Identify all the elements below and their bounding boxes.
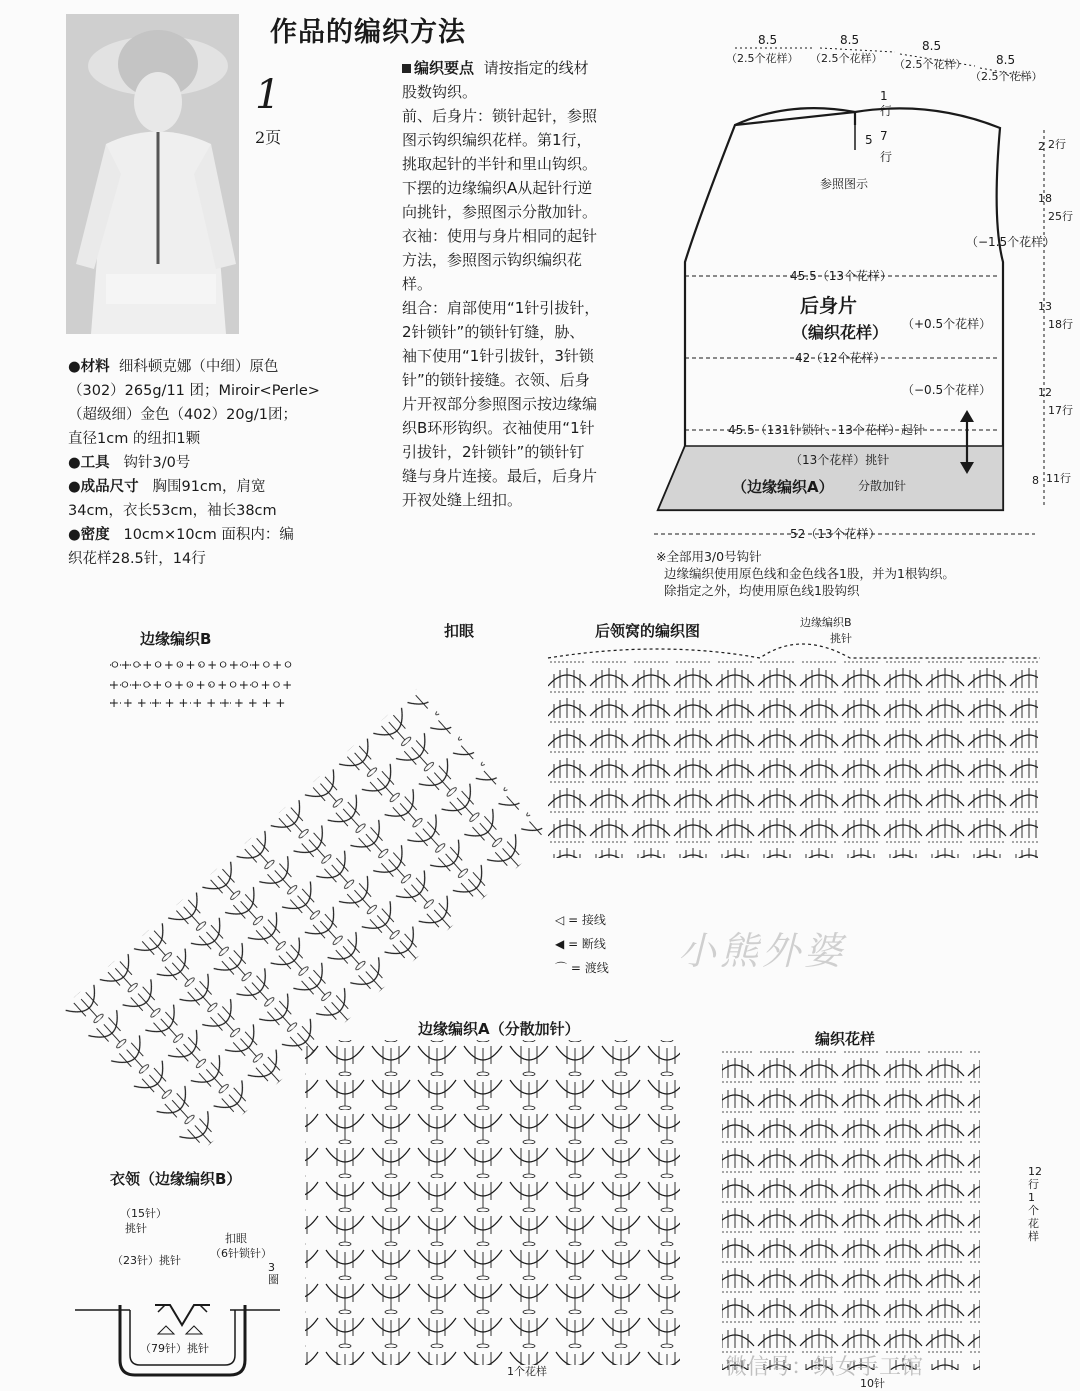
legend-carry: = 渡线	[570, 961, 609, 975]
neck-pick-2: 挑针	[830, 632, 852, 645]
points-line: 开衩处缝上纽扣。	[402, 491, 523, 509]
right-dim-3: 13	[1038, 300, 1052, 313]
wechat-watermark: 微信号：织女手工馆	[725, 1355, 924, 1380]
top-stitch-4: （2.5个花样）	[970, 70, 1043, 83]
points-line: 方法，参照图示钩织编织花	[402, 251, 583, 269]
points-line: 片开衩部分参照图示按边缘编	[402, 395, 598, 413]
points-line: 前、后身片：锁针起针，参照	[402, 107, 598, 125]
side-dec: （−1.5个花样）	[966, 235, 1056, 249]
band-name: （边缘编织A）	[732, 478, 834, 496]
join-yarn-icon: ◁	[555, 913, 565, 927]
neck-pick-label: 边缘编织B	[800, 616, 852, 629]
page-reference: 2页	[255, 128, 282, 147]
right-rows-1: 2行	[1048, 138, 1066, 151]
neck-back-title: 后领窝的编织图	[595, 622, 701, 640]
legend-join: = 接线	[568, 913, 606, 927]
slit-7-row: 行	[880, 150, 893, 164]
points-heading-tail: 请按指定的线材	[483, 59, 589, 77]
top-stitch-2: （2.5个花样）	[810, 52, 883, 65]
slit-1: 1	[880, 89, 888, 103]
page-title: 作品的编织方法	[270, 17, 466, 48]
points-line: 样。	[402, 275, 433, 293]
right-dim-5: 8	[1032, 474, 1039, 487]
tool-value: 钩针3/0号	[123, 455, 191, 471]
right-dim-4: 12	[1038, 386, 1052, 399]
points-line: 图示钩织编织花样。第1行，	[402, 131, 592, 149]
top-stitch-3: （2.5个花样）	[894, 58, 967, 71]
row-repeat: 12行1个花样	[1028, 1165, 1042, 1243]
density-line-2: 织花样28.5针，14行	[68, 551, 206, 567]
svg-text:+ + + + + + + + + + + + +: + + + + + + + + + + + + +	[109, 696, 286, 710]
collar-title: 衣领（边缘编织B）	[110, 1170, 242, 1188]
top-width-1: 8.5	[758, 33, 778, 47]
back-body-schematic	[640, 30, 1080, 550]
width-upper: 45.5（13个花样）	[790, 269, 892, 283]
collar-3: 3圈	[268, 1261, 279, 1286]
edge-b-title: 边缘编织B	[140, 630, 212, 648]
increase-note: （+0.5个花样）	[902, 317, 992, 331]
ten-stitches: 10针	[860, 1377, 885, 1390]
carry-yarn-icon: ⌒	[555, 961, 568, 975]
points-line: 2针锁针”的锁针钉缝，胁、	[402, 323, 585, 341]
points-line: 织B环形钩织。衣袖使用“1针	[402, 419, 595, 437]
points-line: 挑取起针的半针和里山钩织。	[402, 155, 598, 173]
size-line-2: 34cm，衣长53cm，袖长38cm	[68, 503, 277, 519]
legend-cut: = 断线	[568, 937, 606, 951]
piece-pattern: （编织花样）	[792, 323, 889, 342]
top-width-4: 8.5	[996, 53, 1016, 67]
points-line: 组合：肩部使用“1针引拔针，	[402, 299, 600, 317]
materials-line-3: （超级细）金色（402）20g/1团；	[68, 407, 297, 423]
top-width-3: 8.5	[922, 39, 942, 53]
cut-yarn-icon: ◀	[555, 937, 565, 951]
svg-text:ㅇ+ㅇ+ㅇ+ㅇ+ㅇ+ㅇ+ㅇ+ㅇ+ㅇ: ㅇ+ㅇ+ㅇ+ㅇ+ㅇ+ㅇ+ㅇ+ㅇ+ㅇ	[109, 658, 294, 672]
slit-5: 5	[865, 133, 873, 147]
width-waist: 42（12个花样）	[795, 351, 886, 365]
points-line: 股数钩织。	[402, 83, 478, 101]
top-stitch-1: （2.5个花样）	[726, 52, 799, 65]
note-3: 除指定之外，均使用原色线1股钩织	[664, 583, 860, 598]
top-width-2: 8.5	[840, 33, 860, 47]
note-1: ※全部用3/0号钩针	[656, 549, 762, 564]
right-rows-4: 17行	[1048, 404, 1073, 417]
collar-23: （23针）挑针	[112, 1254, 181, 1267]
crochet-charts	[0, 600, 1080, 1391]
materials-line-2: （302）265g/11 团；Miroir<Perle>	[68, 383, 320, 399]
bottom-width: 52（13个花样）	[790, 527, 881, 541]
svg-text:+ㅇ+ㅇ+ㅇ+ㅇ+ㅇ+ㅇ+ㅇ+ㅇ+: +ㅇ+ㅇ+ㅇ+ㅇ+ㅇ+ㅇ+ㅇ+ㅇ+	[109, 678, 293, 692]
points-line: 下摆的边缘编织A从起针行逆	[402, 179, 593, 197]
materials-line-4: 直径1cm 的纽扣1颗	[68, 431, 201, 447]
right-dim-1: 2	[1038, 140, 1045, 153]
points-line: 向挑针，参照图示分散加针。	[402, 203, 598, 221]
size-line-1: 胸围91cm，肩宽	[152, 479, 266, 495]
right-dim-2: 18	[1038, 192, 1052, 205]
buttonhole-label: 扣眼	[444, 622, 475, 640]
right-rows-5: 11行	[1046, 472, 1071, 485]
points-line: 针”的锁针接缝。衣领、后身	[402, 371, 590, 389]
points-line: 衣袖：使用与身片相同的起针	[402, 227, 598, 245]
points-heading: 编织要点	[414, 59, 475, 77]
band-inc: 分散加针	[858, 479, 907, 493]
tool-label: 工具	[80, 455, 110, 471]
right-rows-2: 25行	[1048, 210, 1073, 223]
materials-block: ●材料 细科顿克娜（中细）原色 （302）265g/11 团；Miroir<Perle> （超级细）金色（402）20g/1团； 直径1cm 的纽扣1颗 ●工具 钩针3/0号 ●成品尺寸 胸围91cm，肩宽 34cm，衣长53cm，袖长38cm ●密度 10cm×10cm 面积内：编 织花样28.5针，14行	[68, 355, 358, 571]
knitting-points	[402, 56, 642, 512]
materials-line-1: 细科顿克娜（中细）原色	[118, 359, 279, 375]
slit-1-row: 行	[880, 104, 893, 118]
slit-7: 7	[880, 129, 888, 143]
ref-label: 参照图示	[820, 177, 869, 191]
collar-79: （79针）挑针	[140, 1342, 209, 1355]
pick-up-width: （13个花样）挑针	[790, 453, 890, 467]
edge-a-title: 边缘编织A（分散加针）	[418, 1020, 580, 1038]
points-line: 袖下使用“1针引拔针，3针锁	[402, 347, 594, 365]
model-photo	[66, 14, 239, 334]
cast-on-width: 45.5（131针锁针、13个花样）起针	[728, 423, 925, 437]
collar-6: （6针锁针）	[210, 1247, 272, 1260]
notes	[656, 548, 955, 599]
collar-buttonhole: 扣眼	[225, 1232, 247, 1245]
collar-15: （15针）	[120, 1207, 167, 1220]
piece-name: 后身片	[800, 295, 858, 317]
materials-label: 材料	[80, 359, 110, 375]
points-line: 引拔针，2针锁针”的锁针钉	[402, 443, 585, 461]
decrease-note: （−0.5个花样）	[902, 383, 992, 397]
points-line: 缝与身片连接。最后，后身片	[402, 467, 598, 485]
collar-pick: 挑针	[125, 1222, 147, 1235]
right-rows-3: 18行	[1048, 318, 1073, 331]
pattern-title: 编织花样	[815, 1030, 876, 1048]
one-repeat: 1个花样	[507, 1365, 547, 1378]
size-label: 成品尺寸	[80, 479, 139, 495]
density-label: 密度	[80, 527, 110, 543]
pattern-number: 1	[255, 72, 281, 118]
watermark: 小熊外婆	[678, 929, 847, 973]
note-2: 边缘编织使用原色线和金色线各1股，并为1根钩织。	[664, 566, 955, 581]
density-line-1: 10cm×10cm 面积内：编	[123, 527, 294, 543]
